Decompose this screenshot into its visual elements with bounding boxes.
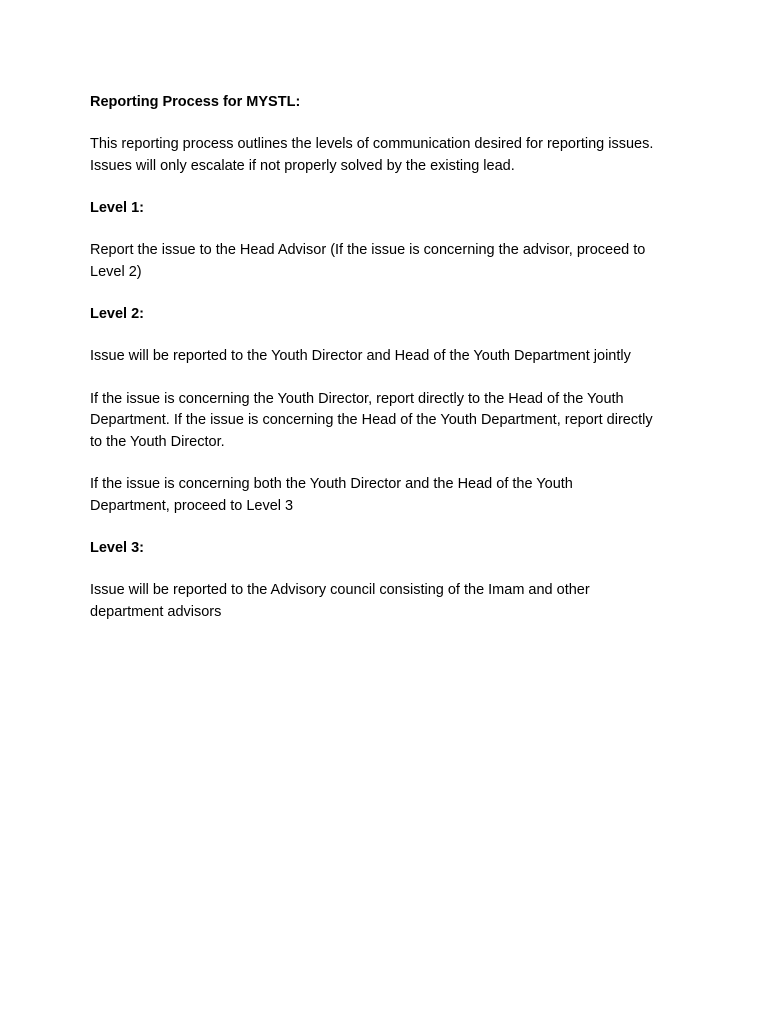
document-page [90,92,690,644]
level-1-text: Report the issue to the Head Advisor (If the issue is concerning the advisor, proceed to Level 2) [90,242,646,280]
level-3-text: Issue will be reported to the Advisory council consisting of the Imam and other department advisors [90,582,590,620]
document-title: Reporting Process for MYSTL: [90,94,301,110]
level-2-text-2: If the issue is concerning the Youth Director, report directly to the Head of the Youth Department. If the issue is concerning the Head of the Youth Department, report directly to the Youth Director. [90,390,653,450]
level-2-text-3: If the issue is concerning both the Youth Director and the Head of the Youth Department, proceed to Level 3 [90,476,573,514]
level-3-heading: Level 3: [90,540,144,556]
level-1-heading: Level 1: [90,200,144,216]
intro-paragraph: This reporting process outlines the levels of communication desired for reporting issues. Issues will only escalate if not properly solved by the existing lead. [90,136,654,174]
level-2-heading: Level 2: [90,306,144,322]
level-2-text-1: Issue will be reported to the Youth Director and Head of the Youth Department jointly [90,348,631,364]
